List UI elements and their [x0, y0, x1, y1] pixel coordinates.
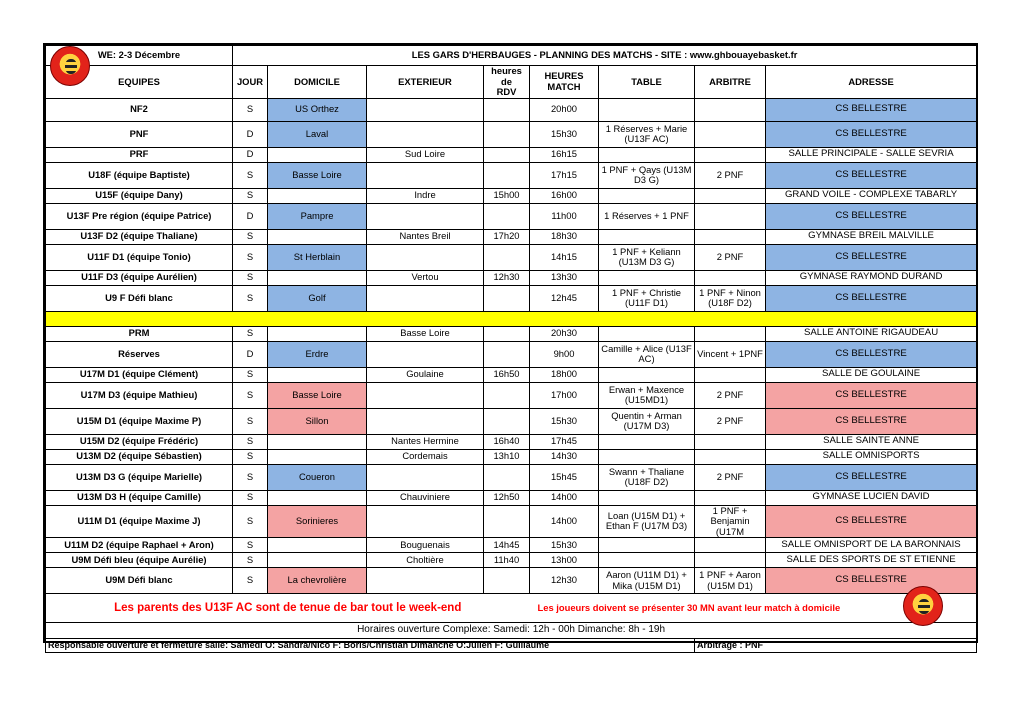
cell-jour: S	[233, 244, 268, 270]
cell-exterieur: Chauviniere	[367, 490, 484, 505]
cell-domicile	[268, 147, 367, 162]
cell-exterieur	[367, 203, 484, 229]
cell-adresse: GYMNASE RAYMOND DURAND	[766, 270, 977, 285]
table-row	[46, 121, 977, 147]
cell-equipe: U15F (équipe Dany)	[46, 188, 233, 203]
cell-arbitre	[695, 490, 766, 505]
cell-jour: S	[233, 553, 268, 568]
cell-domicile: Basse Loire	[268, 162, 367, 188]
cell-exterieur: Vertou	[367, 270, 484, 285]
cell-adresse: CS BELLESTRE	[766, 98, 977, 121]
cell-exterieur	[367, 121, 484, 147]
cell-rdv	[484, 121, 530, 147]
cell-domicile	[268, 326, 367, 341]
cell-exterieur	[367, 408, 484, 434]
cell-arbitre	[695, 326, 766, 341]
cell-table: Camille + Alice (U13F AC)	[599, 341, 695, 367]
table-row	[46, 341, 977, 367]
cell-jour: S	[233, 229, 268, 244]
cell-rdv	[484, 408, 530, 434]
cell-table: Aaron (U11M D1) + Mika (U15M D1)	[599, 568, 695, 594]
col-match-line2: MATCH	[547, 80, 581, 92]
cell-arbitre	[695, 203, 766, 229]
weekend-label: WE: 2-3 Décembre	[46, 46, 233, 66]
cell-exterieur: Nantes Hermine	[367, 434, 484, 449]
cell-jour: S	[233, 98, 268, 121]
club-logo-bee-icon-footer	[903, 586, 943, 626]
cell-jour: S	[233, 382, 268, 408]
table-row	[46, 147, 977, 162]
cell-exterieur: Nantes Breil	[367, 229, 484, 244]
cell-match: 9h00	[530, 341, 599, 367]
cell-arbitre: 2 PNF	[695, 382, 766, 408]
col-domicile: DOMICILE	[268, 66, 367, 99]
cell-arbitre	[695, 121, 766, 147]
cell-table	[599, 538, 695, 553]
cell-table	[599, 367, 695, 382]
table-row	[46, 285, 977, 311]
cell-equipe: U13F Pre région (équipe Patrice)	[46, 203, 233, 229]
cell-arbitre: Vincent + 1PNF	[695, 341, 766, 367]
cell-domicile	[268, 229, 367, 244]
cell-match: 20h30	[530, 326, 599, 341]
cell-rdv	[484, 162, 530, 188]
cell-arbitre: 1 PNF + Benjamin (U17M	[695, 505, 766, 538]
page-title: LES GARS D'HERBAUGES - PLANNING DES MATCHS - SITE : www.ghbouayebasket.fr	[233, 46, 977, 66]
cell-rdv	[484, 505, 530, 538]
cell-match: 14h30	[530, 449, 599, 464]
table-row	[46, 244, 977, 270]
cell-equipe: Réserves	[46, 341, 233, 367]
cell-equipe: U11M D2 (équipe Raphael + Aron)	[46, 538, 233, 553]
cell-rdv	[484, 464, 530, 490]
cell-rdv	[484, 326, 530, 341]
table-row	[46, 490, 977, 505]
cell-adresse: CS BELLESTRE	[766, 568, 977, 594]
col-rdv-line2: RDV	[496, 86, 517, 97]
cell-rdv: 12h30	[484, 270, 530, 285]
cell-match: 17h00	[530, 382, 599, 408]
cell-adresse: CS BELLESTRE	[766, 341, 977, 367]
cell-exterieur: Choltière	[367, 553, 484, 568]
cell-arbitre	[695, 147, 766, 162]
cell-domicile	[268, 553, 367, 568]
cell-adresse: SALLE OMNISPORTS	[766, 449, 977, 464]
cell-equipe: U9M Défi blanc	[46, 568, 233, 594]
table-row	[46, 270, 977, 285]
cell-exterieur	[367, 244, 484, 270]
table-row	[46, 326, 977, 341]
cell-match: 17h45	[530, 434, 599, 449]
cell-table	[599, 434, 695, 449]
table-row	[46, 408, 977, 434]
cell-match: 14h15	[530, 244, 599, 270]
cell-rdv	[484, 568, 530, 594]
cell-adresse: SALLE OMNISPORT DE LA BARONNAIS	[766, 538, 977, 553]
cell-exterieur	[367, 98, 484, 121]
cell-equipe: U13M D2 (équipe Sébastien)	[46, 449, 233, 464]
cell-jour: S	[233, 538, 268, 553]
table-row	[46, 568, 977, 594]
cell-exterieur	[367, 505, 484, 538]
cell-table: Quentin + Arman (U17M D3)	[599, 408, 695, 434]
cell-match: 12h30	[530, 568, 599, 594]
cell-table: 1 PNF + Christie (U11F D1)	[599, 285, 695, 311]
cell-jour: S	[233, 434, 268, 449]
cell-jour: S	[233, 326, 268, 341]
cell-arbitre	[695, 449, 766, 464]
col-rdv-line1: heures de	[491, 65, 522, 87]
cell-arbitre	[695, 553, 766, 568]
cell-rdv: 14h45	[484, 538, 530, 553]
col-rdv	[484, 66, 530, 99]
cell-equipe: U17M D1 (équipe Clément)	[46, 367, 233, 382]
cell-exterieur: Bouguenais	[367, 538, 484, 553]
joueurs-note: Les joueurs doivent se présenter 30 MN avant leur match à domicile	[530, 594, 977, 623]
cell-table	[599, 553, 695, 568]
cell-arbitre	[695, 538, 766, 553]
cell-exterieur	[367, 162, 484, 188]
cell-adresse: CS BELLESTRE	[766, 408, 977, 434]
hours-row	[46, 623, 977, 639]
cell-match: 14h00	[530, 490, 599, 505]
cell-match: 15h30	[530, 121, 599, 147]
opening-hours: Horaires ouverture Complexe: Samedi: 12h - 00h Dimanche: 8h - 19h	[46, 623, 977, 639]
cell-match: 17h15	[530, 162, 599, 188]
cell-adresse: CS BELLESTRE	[766, 162, 977, 188]
cell-table	[599, 98, 695, 121]
section-separator	[46, 311, 977, 326]
cell-adresse: GYMNASE BREIL MALVILLE	[766, 229, 977, 244]
cell-equipe: U17M D3 (équipe Mathieu)	[46, 382, 233, 408]
cell-arbitre: 2 PNF	[695, 464, 766, 490]
cell-equipe: U13M D3 G (équipe Marielle)	[46, 464, 233, 490]
cell-exterieur	[367, 464, 484, 490]
cell-adresse: CS BELLESTRE	[766, 505, 977, 538]
cell-domicile: Pampre	[268, 203, 367, 229]
cell-match: 20h00	[530, 98, 599, 121]
cell-exterieur	[367, 382, 484, 408]
cell-domicile: Basse Loire	[268, 382, 367, 408]
cell-exterieur: Sud Loire	[367, 147, 484, 162]
cell-rdv	[484, 147, 530, 162]
notes-row	[46, 594, 977, 623]
parents-note: Les parents des U13F AC sont de tenue de bar tout le week-end	[46, 594, 530, 623]
cell-domicile	[268, 434, 367, 449]
cell-match: 18h30	[530, 229, 599, 244]
cell-table: 1 PNF + Qays (U13M D3 G)	[599, 162, 695, 188]
table-row	[46, 98, 977, 121]
cell-rdv	[484, 382, 530, 408]
cell-domicile	[268, 490, 367, 505]
cell-adresse: GRAND VOILE - COMPLEXE TABARLY	[766, 188, 977, 203]
cell-arbitre: 2 PNF	[695, 244, 766, 270]
cell-equipe: PRF	[46, 147, 233, 162]
cell-domicile: La chevrolière	[268, 568, 367, 594]
column-headers	[46, 66, 977, 99]
cell-domicile: St Herblain	[268, 244, 367, 270]
cell-table: Loan (U15M D1) + Ethan F (U17M D3)	[599, 505, 695, 538]
cell-jour: S	[233, 367, 268, 382]
cell-arbitre: 1 PNF + Aaron (U15M D1)	[695, 568, 766, 594]
table-row	[46, 434, 977, 449]
col-equipes: EQUIPES	[46, 66, 233, 99]
cell-adresse: CS BELLESTRE	[766, 121, 977, 147]
col-adresse: ADRESSE	[766, 66, 977, 99]
cell-rdv	[484, 285, 530, 311]
table-row	[46, 203, 977, 229]
cell-arbitre: 2 PNF	[695, 408, 766, 434]
cell-adresse: SALLE DE GOULAINE	[766, 367, 977, 382]
cell-match: 15h30	[530, 538, 599, 553]
cell-domicile	[268, 538, 367, 553]
cell-equipe: U11M D1 (équipe Maxime J)	[46, 505, 233, 538]
separator-cell	[46, 311, 977, 326]
col-match-line1: HEURES	[544, 70, 584, 82]
cell-rdv: 13h10	[484, 449, 530, 464]
cell-domicile: Sillon	[268, 408, 367, 434]
cell-adresse: CS BELLESTRE	[766, 203, 977, 229]
cell-table	[599, 326, 695, 341]
responsable-row	[46, 639, 977, 653]
cell-domicile: US Orthez	[268, 98, 367, 121]
cell-table: Erwan + Maxence (U15MD1)	[599, 382, 695, 408]
cell-equipe: U15M D2 (équipe Frédéric)	[46, 434, 233, 449]
cell-match: 14h00	[530, 505, 599, 538]
cell-adresse: CS BELLESTRE	[766, 244, 977, 270]
cell-arbitre	[695, 188, 766, 203]
table-row	[46, 367, 977, 382]
cell-table: 1 Réserves + Marie (U13F AC)	[599, 121, 695, 147]
col-table: TABLE	[599, 66, 695, 99]
table-row	[46, 229, 977, 244]
table-row	[46, 449, 977, 464]
cell-arbitre	[695, 434, 766, 449]
cell-jour: S	[233, 408, 268, 434]
cell-adresse: GYMNASE LUCIEN DAVID	[766, 490, 977, 505]
cell-table	[599, 188, 695, 203]
cell-arbitre	[695, 270, 766, 285]
cell-equipe: U18F (équipe Baptiste)	[46, 162, 233, 188]
cell-jour: D	[233, 121, 268, 147]
cell-adresse: CS BELLESTRE	[766, 285, 977, 311]
cell-rdv: 16h50	[484, 367, 530, 382]
cell-match: 16h00	[530, 188, 599, 203]
planning-sheet	[43, 43, 978, 651]
cell-adresse: CS BELLESTRE	[766, 382, 977, 408]
cell-jour: S	[233, 568, 268, 594]
cell-rdv: 12h50	[484, 490, 530, 505]
cell-exterieur: Cordemais	[367, 449, 484, 464]
cell-jour: S	[233, 285, 268, 311]
cell-match: 15h30	[530, 408, 599, 434]
cell-table	[599, 147, 695, 162]
cell-jour: S	[233, 188, 268, 203]
cell-rdv	[484, 341, 530, 367]
cell-exterieur	[367, 568, 484, 594]
cell-equipe: U13M D3 H (équipe Camille)	[46, 490, 233, 505]
col-match	[530, 66, 599, 99]
cell-table: Swann + Thaliane (U18F D2)	[599, 464, 695, 490]
table-row	[46, 538, 977, 553]
cell-table	[599, 490, 695, 505]
cell-rdv: 11h40	[484, 553, 530, 568]
cell-equipe: PNF	[46, 121, 233, 147]
cell-exterieur: Basse Loire	[367, 326, 484, 341]
cell-arbitre	[695, 367, 766, 382]
cell-adresse: SALLE PRINCIPALE - SALLE SEVRIA	[766, 147, 977, 162]
table-row	[46, 553, 977, 568]
cell-exterieur: Indre	[367, 188, 484, 203]
cell-match: 16h15	[530, 147, 599, 162]
cell-jour: S	[233, 490, 268, 505]
cell-rdv	[484, 203, 530, 229]
cell-table	[599, 270, 695, 285]
cell-rdv: 17h20	[484, 229, 530, 244]
cell-jour: D	[233, 203, 268, 229]
cell-adresse: SALLE ANTOINE RIGAUDEAU	[766, 326, 977, 341]
cell-arbitre	[695, 98, 766, 121]
cell-equipe: U11F D1 (équipe Tonio)	[46, 244, 233, 270]
cell-equipe: NF2	[46, 98, 233, 121]
cell-jour: S	[233, 505, 268, 538]
cell-adresse: CS BELLESTRE	[766, 464, 977, 490]
cell-equipe: U9 F Défi blanc	[46, 285, 233, 311]
cell-exterieur: Goulaine	[367, 367, 484, 382]
col-jour: JOUR	[233, 66, 268, 99]
arbitrage-note: Arbitrage : PNF	[695, 639, 977, 653]
cell-match: 18h00	[530, 367, 599, 382]
table-row	[46, 382, 977, 408]
cell-domicile: Erdre	[268, 341, 367, 367]
cell-match: 13h30	[530, 270, 599, 285]
cell-equipe: U15M D1 (équipe Maxime P)	[46, 408, 233, 434]
cell-rdv	[484, 244, 530, 270]
cell-domicile: Golf	[268, 285, 367, 311]
club-logo-bee-icon	[50, 46, 90, 86]
cell-rdv: 16h40	[484, 434, 530, 449]
table-row	[46, 464, 977, 490]
cell-rdv	[484, 98, 530, 121]
cell-match: 13h00	[530, 553, 599, 568]
table-row	[46, 505, 977, 538]
cell-domicile	[268, 188, 367, 203]
cell-rdv: 15h00	[484, 188, 530, 203]
table-row	[46, 162, 977, 188]
cell-domicile: Sorinieres	[268, 505, 367, 538]
cell-arbitre: 1 PNF + Ninon (U18F D2)	[695, 285, 766, 311]
cell-match: 15h45	[530, 464, 599, 490]
cell-jour: S	[233, 464, 268, 490]
cell-exterieur	[367, 341, 484, 367]
cell-domicile: Laval	[268, 121, 367, 147]
cell-arbitre: 2 PNF	[695, 162, 766, 188]
cell-match: 11h00	[530, 203, 599, 229]
cell-table: 1 Réserves + 1 PNF	[599, 203, 695, 229]
cell-jour: S	[233, 449, 268, 464]
cell-table: 1 PNF + Keliann (U13M D3 G)	[599, 244, 695, 270]
cell-equipe: PRM	[46, 326, 233, 341]
cell-jour: D	[233, 341, 268, 367]
planning-table	[45, 45, 977, 653]
cell-table	[599, 449, 695, 464]
cell-table	[599, 229, 695, 244]
cell-exterieur	[367, 285, 484, 311]
table-row	[46, 188, 977, 203]
col-arbitre: ARBITRE	[695, 66, 766, 99]
cell-adresse: SALLE SAINTE ANNE	[766, 434, 977, 449]
cell-jour: D	[233, 147, 268, 162]
col-exterieur: EXTERIEUR	[367, 66, 484, 99]
cell-jour: S	[233, 270, 268, 285]
cell-domicile	[268, 367, 367, 382]
cell-arbitre	[695, 229, 766, 244]
responsable-note: Responsable ouverture et fermeture salle: Samedi O: Sandra/Nico F: Boris/Christian Dimanche O:Julien F: Guillaume	[46, 639, 695, 653]
cell-equipe: U9M Défi bleu (équipe Aurélie)	[46, 553, 233, 568]
cell-domicile	[268, 449, 367, 464]
cell-domicile: Coueron	[268, 464, 367, 490]
cell-jour: S	[233, 162, 268, 188]
cell-adresse: SALLE DES SPORTS DE ST ETIENNE	[766, 553, 977, 568]
cell-equipe: U13F D2 (équipe Thaliane)	[46, 229, 233, 244]
cell-match: 12h45	[530, 285, 599, 311]
cell-domicile	[268, 270, 367, 285]
cell-equipe: U11F D3 (équipe Aurélien)	[46, 270, 233, 285]
